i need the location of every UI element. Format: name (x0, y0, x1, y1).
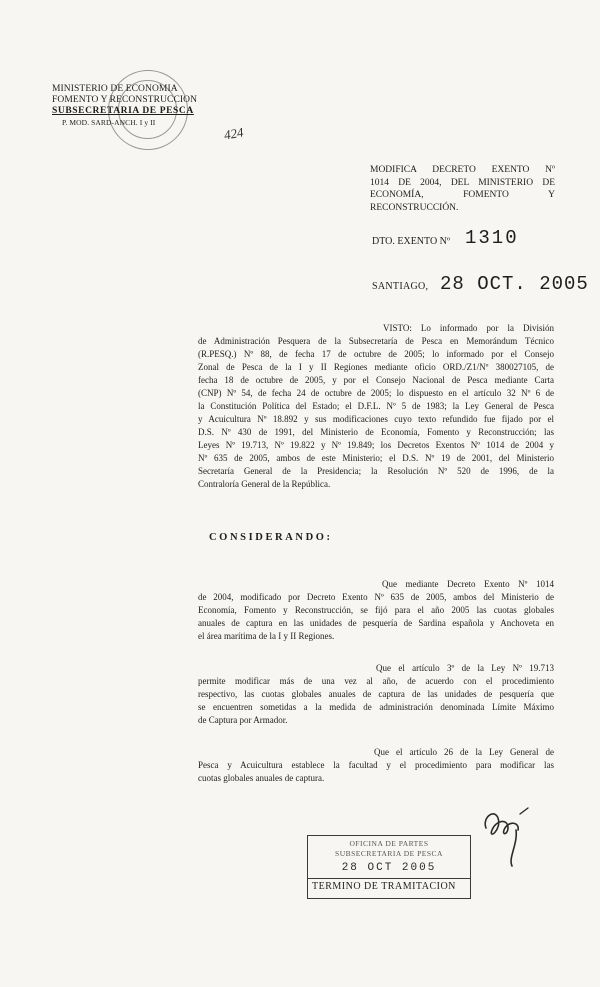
considerando-line: el área marítima de la I y II Regiones. (198, 631, 335, 641)
visto-line: la Constitución Política del Estado; el D.F.L. Nº 5 de 1983; la Ley General de Pesca (198, 401, 554, 411)
visto-line: D.S. Nº 430 de 1991, del Ministerio de Economía, Fomento y Reconstrucción; las (198, 427, 554, 437)
considerando-line: Que el artículo 26 de la Ley General de (374, 747, 554, 757)
considerando-line: de Captura por Armador. (198, 715, 288, 725)
visto-line: Zonal de Pesca de la I y II Regiones mediante oficio ORD./Z1/Nº 380027105, de (198, 362, 554, 372)
considerando-line: Pesca y Acuicultura establece la facultad y el procedimiento para modificar las (198, 760, 554, 770)
visto-line: Secretaría General de la Presidencia; la Resolución Nº 520 de 1996, de la (198, 466, 554, 476)
letterhead (52, 84, 252, 128)
letterhead-reference: P. MOD. SARD-ANCH. I y II (62, 118, 156, 127)
stamp-status: TERMINO DE TRAMITACION (312, 881, 456, 892)
subject-line: MODIFICA DECRETO EXENTO Nº (370, 165, 555, 175)
decree-number: 1310 (465, 227, 519, 249)
visto-line: (CNP) Nº 54, de fecha 24 de octubre de 2005; lo dispuesto en el artículo 32 Nº 6 de (198, 388, 554, 398)
visto-line: (R.PESQ.) Nº 88, de fecha 17 de octubre de 2005; lo informado por el Consejo (198, 349, 554, 359)
subject-line: ECONOMÍA, FOMENTO Y (370, 190, 555, 200)
considerando-line: Economía, Fomento y Reconstrucción, se fijó para el año 2005 las cuotas globales (198, 605, 554, 615)
visto-line: fecha 18 de octubre de 2005, y por el Consejo Nacional de Pesca mediante Carta (198, 375, 554, 385)
visto-line: Contraloría General de la República. (198, 479, 331, 489)
considerando-line: respectivo, las cuotas globales anuales de captura de las unidades de pesquería que (198, 689, 554, 699)
visto-line: y Acuicultura Nº 18.892 y sus modificaciones cuyo texto refundido fue fijado por el (198, 414, 554, 424)
considerando-line: Que el artículo 3º de la Ley Nº 19.713 (376, 663, 554, 673)
decree-subject (370, 164, 555, 214)
office-stamp (307, 835, 471, 899)
visto-line: Nº 635 de 2005, ambos de este Ministerio; el D.S. Nº 19 de 2001, del Ministerio (198, 453, 554, 463)
visto-line: Leyes Nº 19.713, Nº 19.822 y Nº 19.849; los Decretos Exentos Nº 1014 de 2004 y (198, 440, 554, 450)
letterhead-ministry: MINISTERIO DE ECONOMIA (52, 84, 178, 94)
considerando-line: permite modificar más de una vez al año, de acuerdo con el procedimiento (198, 676, 554, 686)
considerando-line: cuotas globales anuales de captura. (198, 773, 325, 783)
letterhead-department: FOMENTO Y RECONSTRUCCION (52, 95, 198, 105)
visto-line: VISTO: Lo informado por la División (383, 323, 554, 333)
signature-mark (478, 800, 538, 870)
stamp-subsecretaria: SUBSECRETARIA DE PESCA (335, 849, 443, 858)
subject-line: 1014 DE 2004, DEL MINISTERIO DE (370, 177, 555, 188)
visto-line: de Administración Pesquera de la Subsecretaría de Pesca en Memorándum Técnico (198, 336, 554, 346)
decree-date: 28 OCT. 2005 (440, 273, 589, 295)
decree-label: DTO. EXENTO Nº (372, 236, 451, 247)
subject-line: RECONSTRUCCIÓN. (370, 202, 459, 213)
considerando-line: de 2004, modificado por Decreto Exento Nº 635 de 2005, ambos del Ministerio de (198, 592, 554, 602)
place-label: SANTIAGO, (372, 281, 429, 292)
considerando-heading: CONSIDERANDO: (209, 532, 333, 543)
stamp-divider (308, 878, 470, 879)
considerando-line: anuales de captura en las unidades de pesquería de Sardina española y Anchoveta en (198, 618, 554, 628)
stamp-office: OFICINA DE PARTES (349, 839, 429, 848)
letterhead-subsecretaria: SUBSECRETARIA DE PESCA (52, 106, 194, 116)
handwritten-note: 424 (222, 124, 245, 143)
considerando-line: se encuentren sometidas a la medida de administración denominada Límite Máximo (198, 702, 554, 712)
stamp-date: 28 OCT 2005 (341, 862, 437, 874)
considerando-line: Que mediante Decreto Exento Nº 1014 (382, 579, 554, 589)
